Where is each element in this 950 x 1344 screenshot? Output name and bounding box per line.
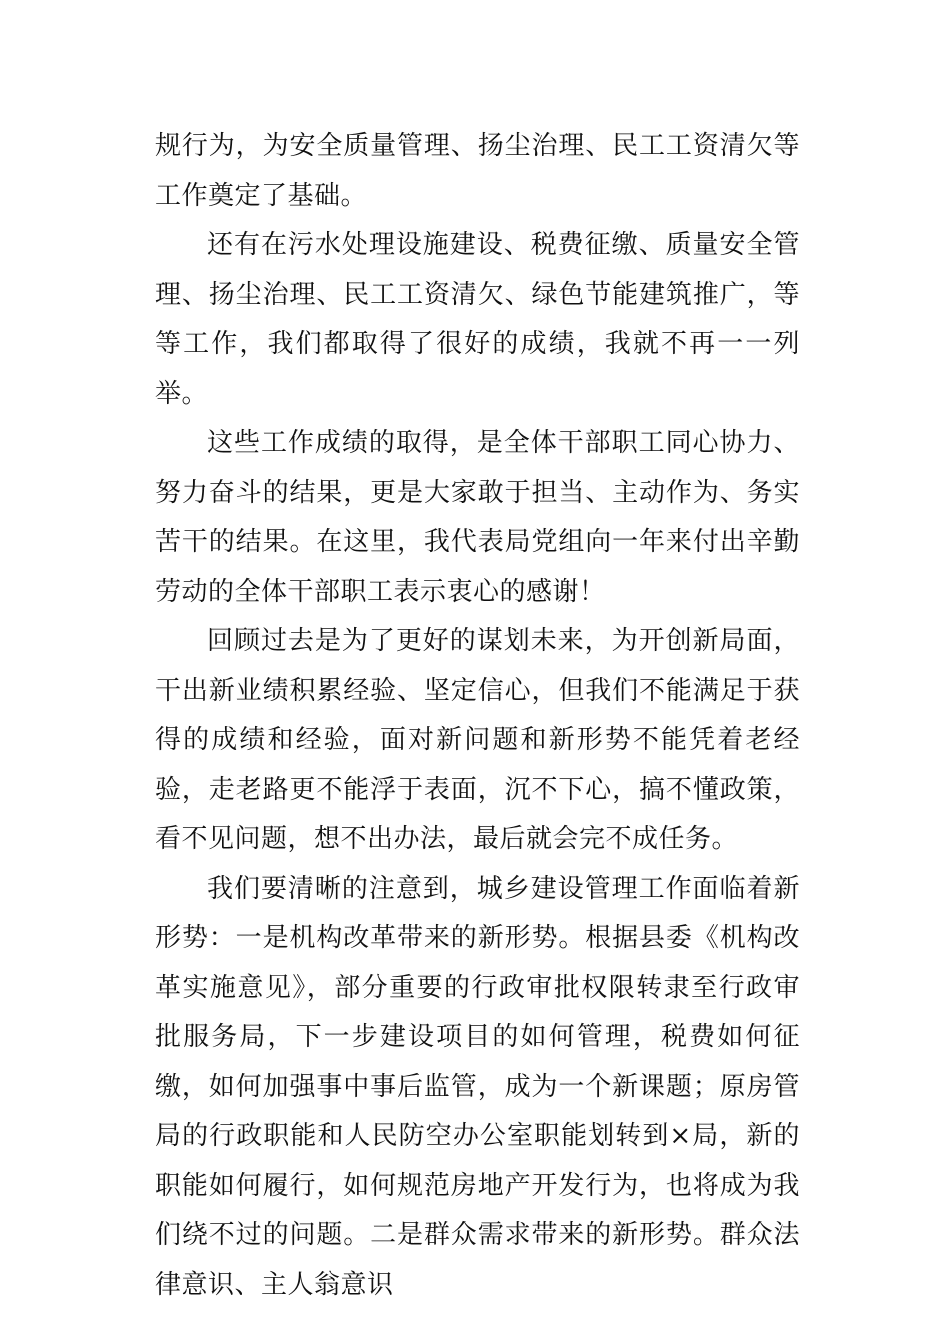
paragraph-5: 我们要清晰的注意到，城乡建设管理工作面临着新形势：一是机构改革带来的新形势。根据县委《机构改革实施意见》，部分重要的行政审批权限转隶至行政审批服务局，下一步建设项目的如何管理，税费如何征缴，如何加强事中事后监管，成为一个新课题；原房管局的行政职能和人民防空办公室职能划转到×局，新的职能如何履行，如何规范房地产开发行为，也将成为我们绕不过的问题。二是群众需求带来的新形势。群众法律意识、主人翁意识: [155, 873, 800, 1300]
paragraph-2: 还有在污水处理设施建设、税费征缴、质量安全管理、扬尘治理、民工工资清欠、绿色节能建筑推广，等等工作，我们都取得了很好的成绩，我就不再一一列举。: [155, 230, 800, 409]
document-body: [155, 122, 800, 1310]
paragraph-3: 这些工作成绩的取得，是全体干部职工同心协力、努力奋斗的结果，更是大家敢于担当、主动作为、务实苦干的结果。在这里，我代表局党组向一年来付出辛勤劳动的全体干部职工表示衷心的感谢！: [155, 428, 800, 607]
paragraph-1: 规行为，为安全质量管理、扬尘治理、民工工资清欠等工作奠定了基础。: [155, 131, 800, 211]
paragraph-4: 回顾过去是为了更好的谋划未来，为开创新局面，干出新业绩积累经验、坚定信心，但我们不能满足于获得的成绩和经验，面对新问题和新形势不能凭着老经验，走老路更不能浮于表面，沉不下心，搞不懂政策，看不见问题，想不出办法，最后就会完不成任务。: [155, 626, 800, 854]
